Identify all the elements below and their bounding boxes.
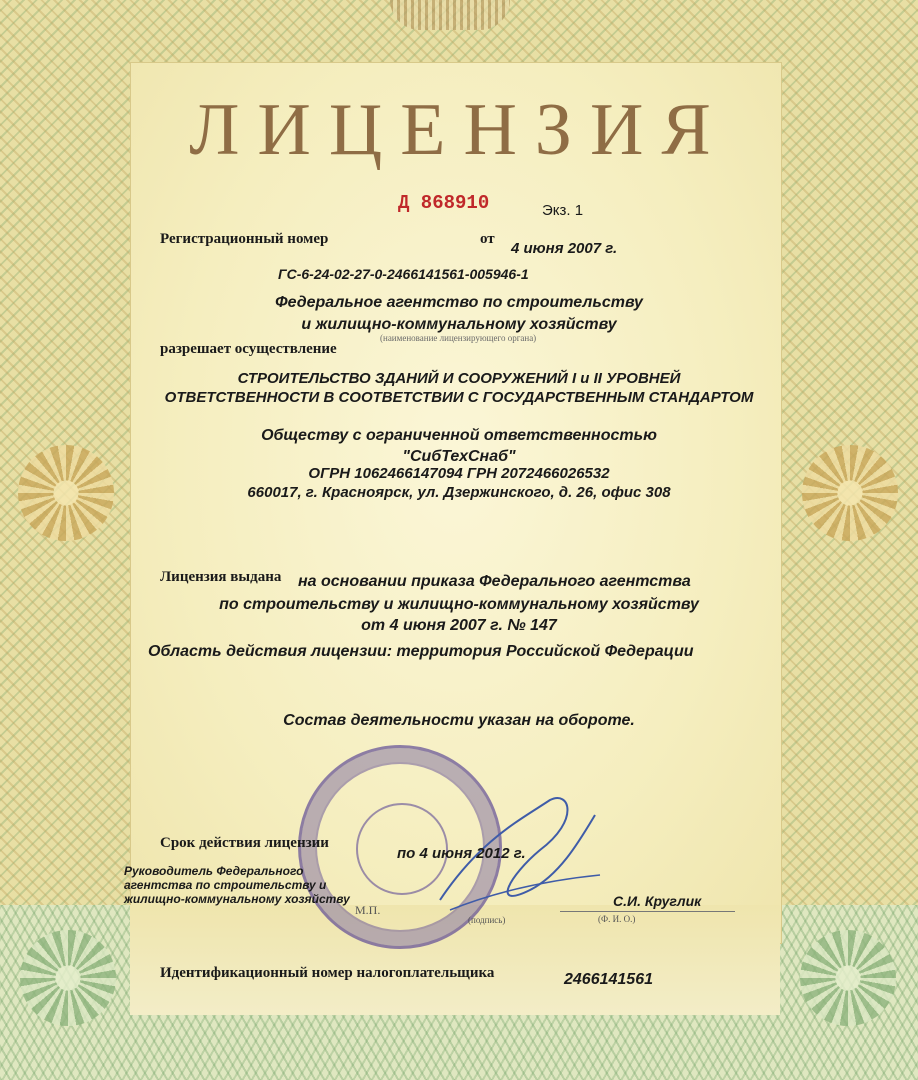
fio-line [560, 911, 735, 912]
agency-line-2: и жилищно-коммунальному хозяйству [301, 316, 617, 333]
signatory-name: С.И. Круглик [613, 893, 702, 909]
activity-line-2: ОТВЕТСТВЕННОСТИ В СООТВЕТСТВИИ С ГОСУДАРСТВЕННЫМ СТАНДАРТОМ [164, 389, 754, 406]
mp-label: М.П. [355, 903, 381, 917]
issue-date: 4 июня 2007 г. [511, 240, 618, 257]
registration-number: ГС-6-24-02-27-0-2466141561-005946-1 [278, 266, 529, 282]
inn-value: 2466141561 [564, 971, 653, 988]
fio-caption: (Ф. И. О.) [598, 914, 636, 924]
head-line-3: жилищно-коммунальному хозяйству [124, 892, 350, 906]
head-line-1: Руководитель Федерального [124, 864, 304, 878]
basis-line-2: по строительству и жилищно-коммунальному хозяйству [219, 596, 699, 613]
company-line-1: Обществу с ограниченной ответственностью [261, 427, 657, 444]
document-title: ЛИЦЕНЗИЯ [189, 89, 729, 171]
basis-line-1: на основании приказа Федерального агентства [298, 573, 691, 590]
serial-number: Д 868910 [398, 192, 490, 214]
validity-date: по 4 июня 2012 г. [397, 845, 526, 862]
company-name: "СибТехСнаб" [402, 448, 516, 465]
scope-text: Область действия лицензии: территория Российской Федерации [148, 643, 694, 660]
basis-line-3: от 4 июня 2007 г. № 147 [361, 617, 557, 634]
registration-label: Регистрационный номер [160, 231, 329, 247]
agency-line-1: Федеральное агентство по строительству [275, 294, 643, 311]
double-headed-eagle-icon [390, 0, 510, 30]
company-ogrn: ОГРН 1062466147094 ГРН 2072466026532 [308, 465, 610, 482]
from-label: от [480, 231, 495, 247]
agency-caption: (наименование лицензирующего органа) [380, 333, 537, 343]
validity-label: Срок действия лицензии [160, 835, 329, 851]
head-line-2: агентства по строительству и [124, 878, 327, 892]
signature-caption: (подпись) [468, 915, 506, 925]
permits-label: разрешает осуществление [160, 341, 337, 357]
activity-line-1: СТРОИТЕЛЬСТВО ЗДАНИЙ И СООРУЖЕНИЙ I и II УРОВНЕЙ [237, 370, 681, 387]
issued-label: Лицензия выдана [160, 569, 282, 585]
company-address: 660017, г. Красноярск, ул. Дзержинского, д. 26, офис 308 [247, 484, 671, 501]
bottom-left-rosette-icon [20, 930, 116, 1026]
copy-number: Экз. 1 [542, 202, 584, 219]
bottom-right-rosette-icon [800, 930, 896, 1026]
composition-note: Состав деятельности указан на обороте. [283, 712, 635, 729]
inn-label: Идентификационный номер налогоплательщика [160, 965, 495, 981]
